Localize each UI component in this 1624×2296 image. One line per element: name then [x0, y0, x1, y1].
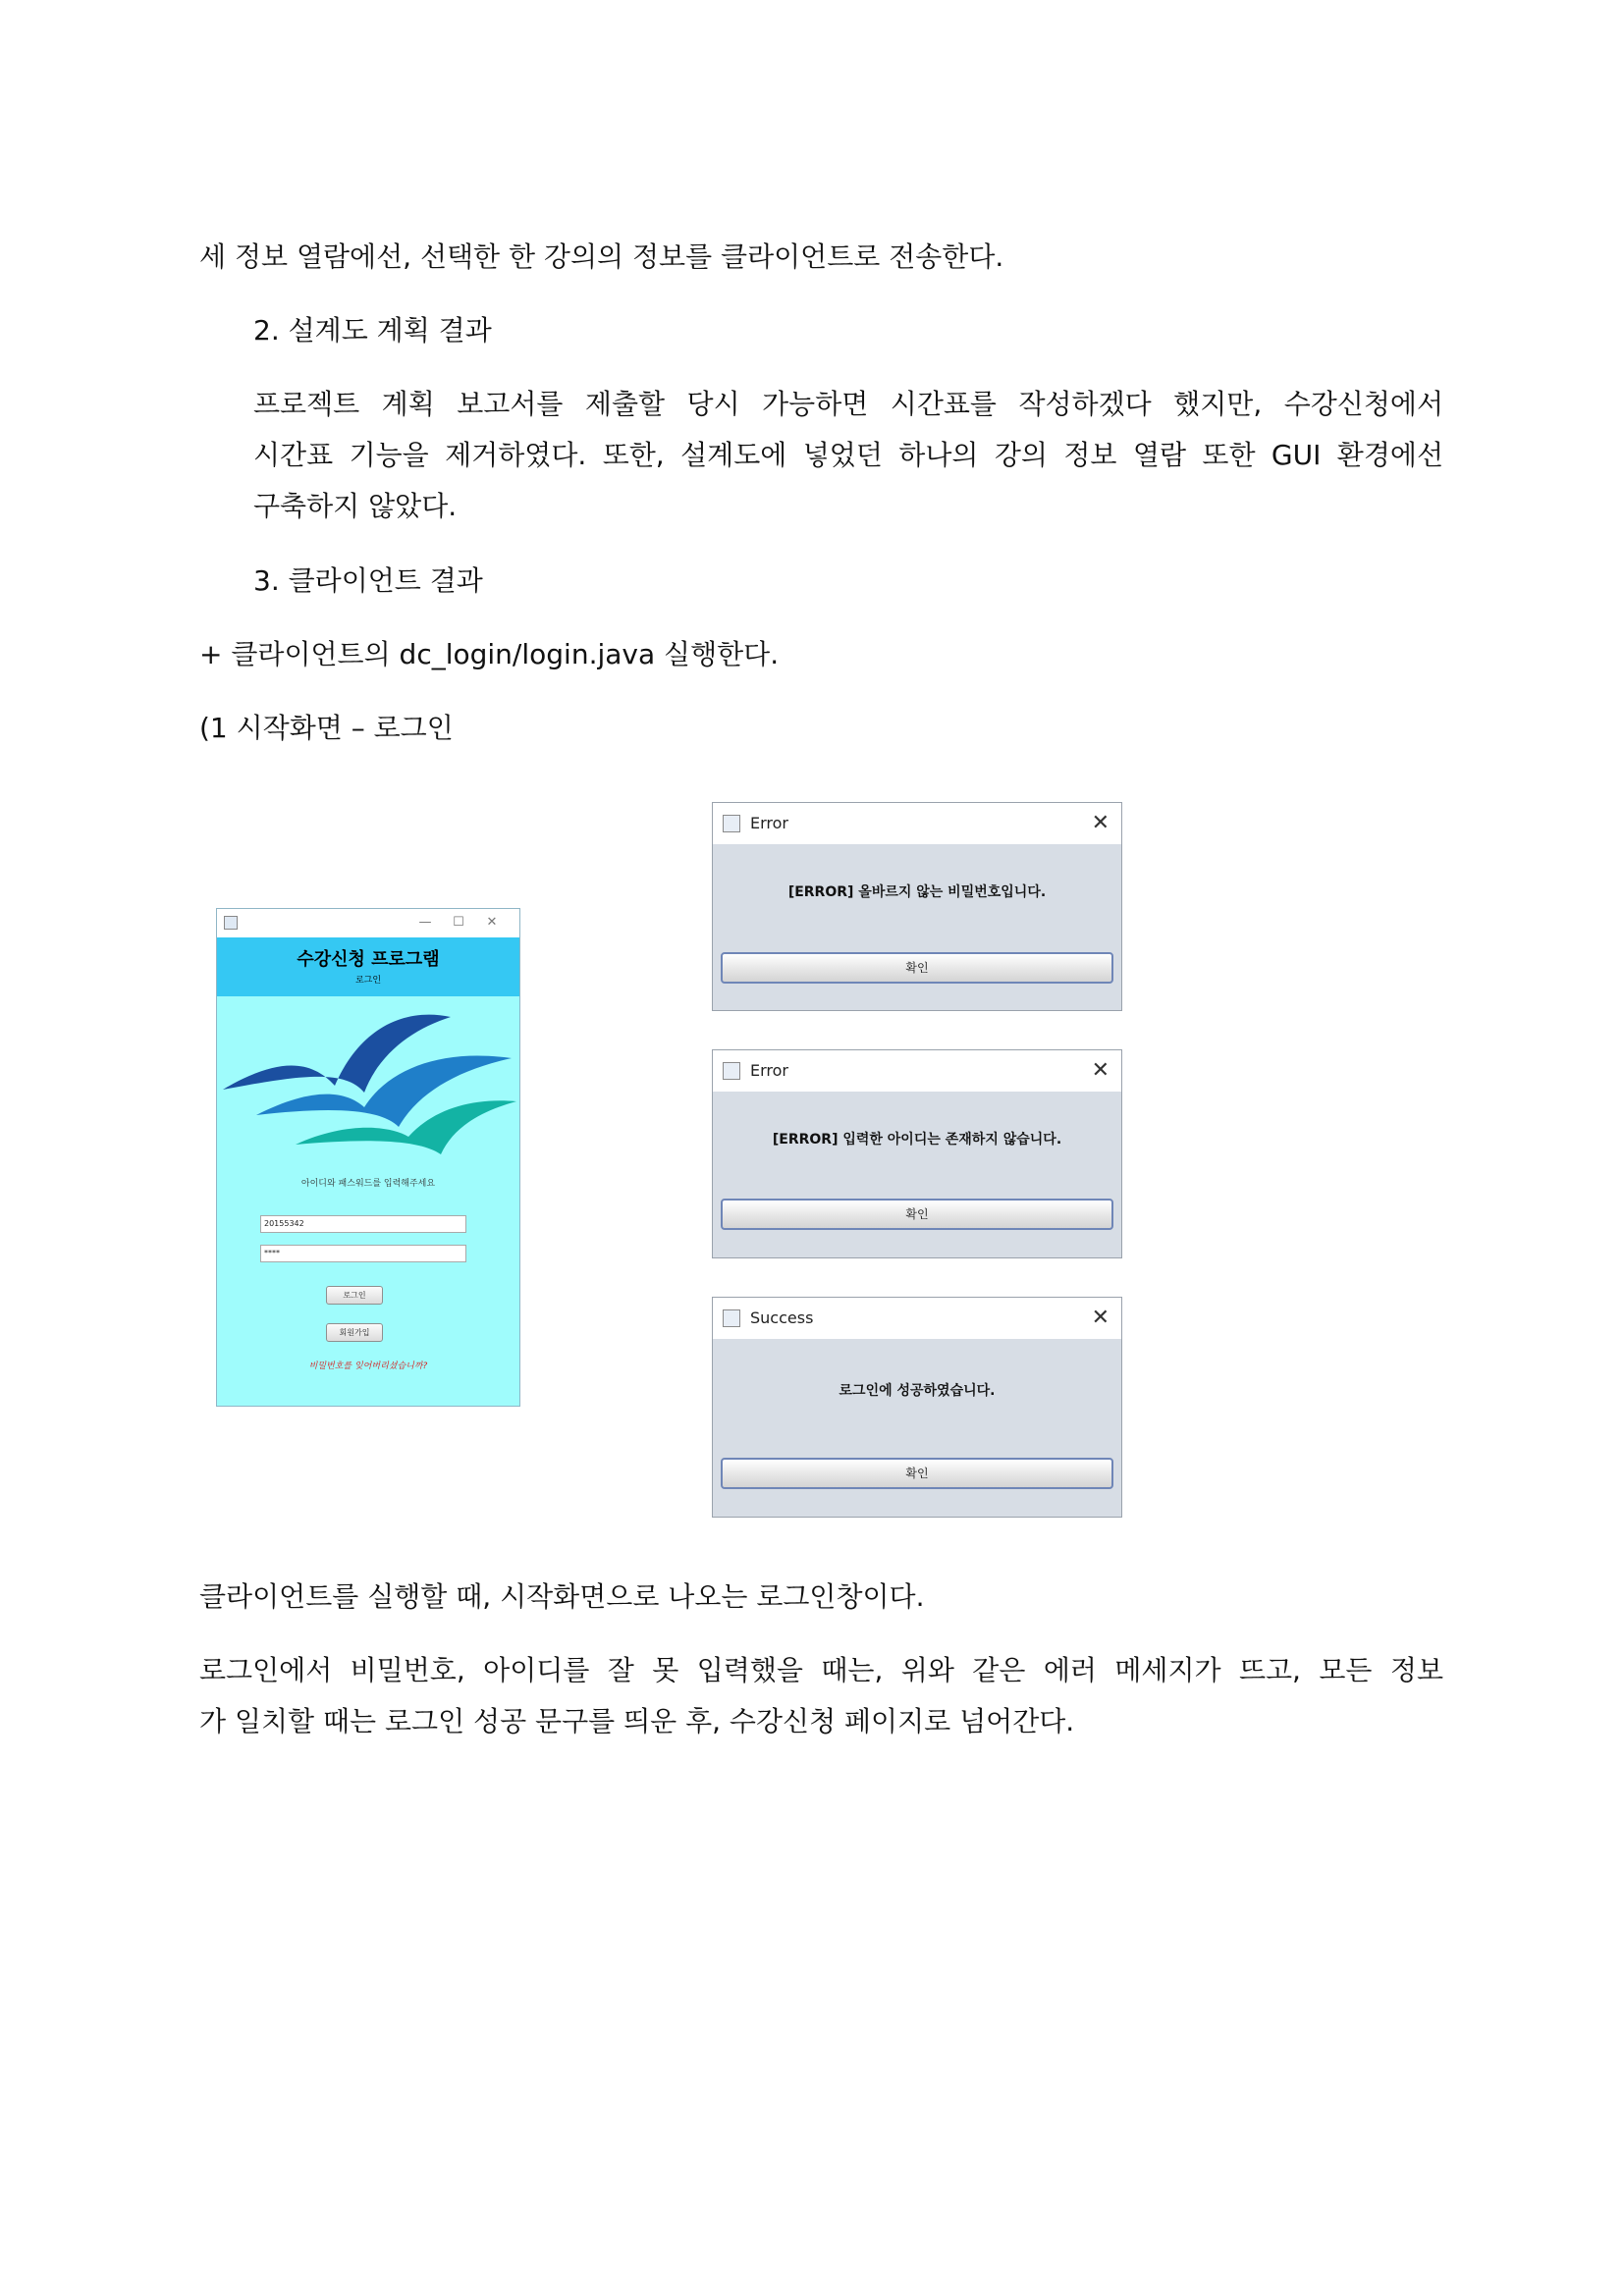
- paragraph-5: 클라이언트를 실행할 때, 시작화면으로 나오는 로그인창이다.: [199, 1580, 925, 1613]
- java-app-icon: [723, 1062, 740, 1080]
- maximize-icon[interactable]: ☐: [453, 915, 464, 930]
- java-app-icon: [723, 1309, 740, 1327]
- university-logo: [217, 999, 520, 1156]
- dialog-title: Error: [750, 814, 788, 832]
- close-icon[interactable]: ✕: [486, 915, 498, 930]
- dialog-titlebar: [713, 1050, 1121, 1092]
- dialog-titlebar: [713, 803, 1121, 844]
- dialog-message: [ERROR] 올바르지 않는 비밀번호입니다.: [787, 884, 1047, 900]
- paragraph-6-line-1: 로그인에서 비밀번호, 아이디를 잘 못 입력했을 때는, 위와 같은 에러 메세지가 뜨고, 모든 정보: [199, 1654, 1443, 1686]
- paragraph-6-line-2: 가 일치할 때는 로그인 성공 문구를 띄운 후, 수강신청 페이지로 넘어간다.: [199, 1705, 1075, 1737]
- ok-button[interactable]: 확인: [721, 1199, 1113, 1230]
- login-window-titlebar: [217, 909, 519, 938]
- error-dialog-id: [712, 1049, 1122, 1258]
- login-header: [217, 937, 519, 996]
- paragraph-2-line-3: 구축하지 않았다.: [253, 490, 458, 522]
- section-heading-2: 2. 설계도 계획 결과: [253, 314, 492, 347]
- minimize-icon[interactable]: —: [418, 915, 432, 930]
- dialog-message: [ERROR] 입력한 아이디는 존재하지 않습니다.: [772, 1132, 1062, 1148]
- paragraph-2-line-2: 시간표 기능을 제거하였다. 또한, 설계도에 넣었던 하나의 강의 정보 열람 또한 GUI 환경에선: [253, 439, 1443, 471]
- login-button[interactable]: 로그인: [326, 1286, 383, 1305]
- password-input[interactable]: ****: [260, 1245, 466, 1262]
- dialog-titlebar: [713, 1298, 1121, 1339]
- login-prompt: 아이디와 패스워드를 입력해주세요: [300, 1179, 436, 1189]
- java-app-icon: [224, 916, 238, 930]
- close-icon[interactable]: ✕: [1091, 1058, 1110, 1083]
- app-subtitle: 로그인: [354, 976, 382, 986]
- dialog-message: 로그인에 성공하였습니다.: [839, 1383, 996, 1399]
- paragraph-2-line-1: 프로젝트 계획 보고서를 제출할 당시 가능하면 시간표를 작성하겠다 했지만, 수강신청에서: [253, 388, 1443, 420]
- login-window-screenshot: [216, 908, 520, 1407]
- ok-button[interactable]: 확인: [721, 1458, 1113, 1489]
- signup-button[interactable]: 회원가입: [326, 1323, 383, 1342]
- close-icon[interactable]: ✕: [1091, 811, 1110, 835]
- app-title: 수강신청 프로그램: [297, 949, 440, 970]
- section-heading-3: 3. 클라이언트 결과: [253, 564, 483, 597]
- paragraph-4: (1 시작화면 – 로그인: [199, 712, 454, 744]
- paragraph-3: + 클라이언트의 dc_login/login.java 실행한다.: [199, 638, 780, 670]
- close-icon[interactable]: ✕: [1091, 1306, 1110, 1330]
- dialog-title: Error: [750, 1061, 788, 1080]
- forgot-password-text: 비밀번호를 잊어버리셨습니까?: [308, 1362, 428, 1371]
- dialog-title: Success: [750, 1308, 814, 1327]
- error-dialog-password: [712, 802, 1122, 1011]
- ok-button[interactable]: 확인: [721, 952, 1113, 984]
- java-app-icon: [723, 815, 740, 832]
- id-input[interactable]: 20155342: [260, 1215, 466, 1233]
- success-dialog: [712, 1297, 1122, 1518]
- paragraph-1: 세 정보 열람에선, 선택한 한 강의의 정보를 클라이언트로 전송한다.: [199, 240, 1004, 273]
